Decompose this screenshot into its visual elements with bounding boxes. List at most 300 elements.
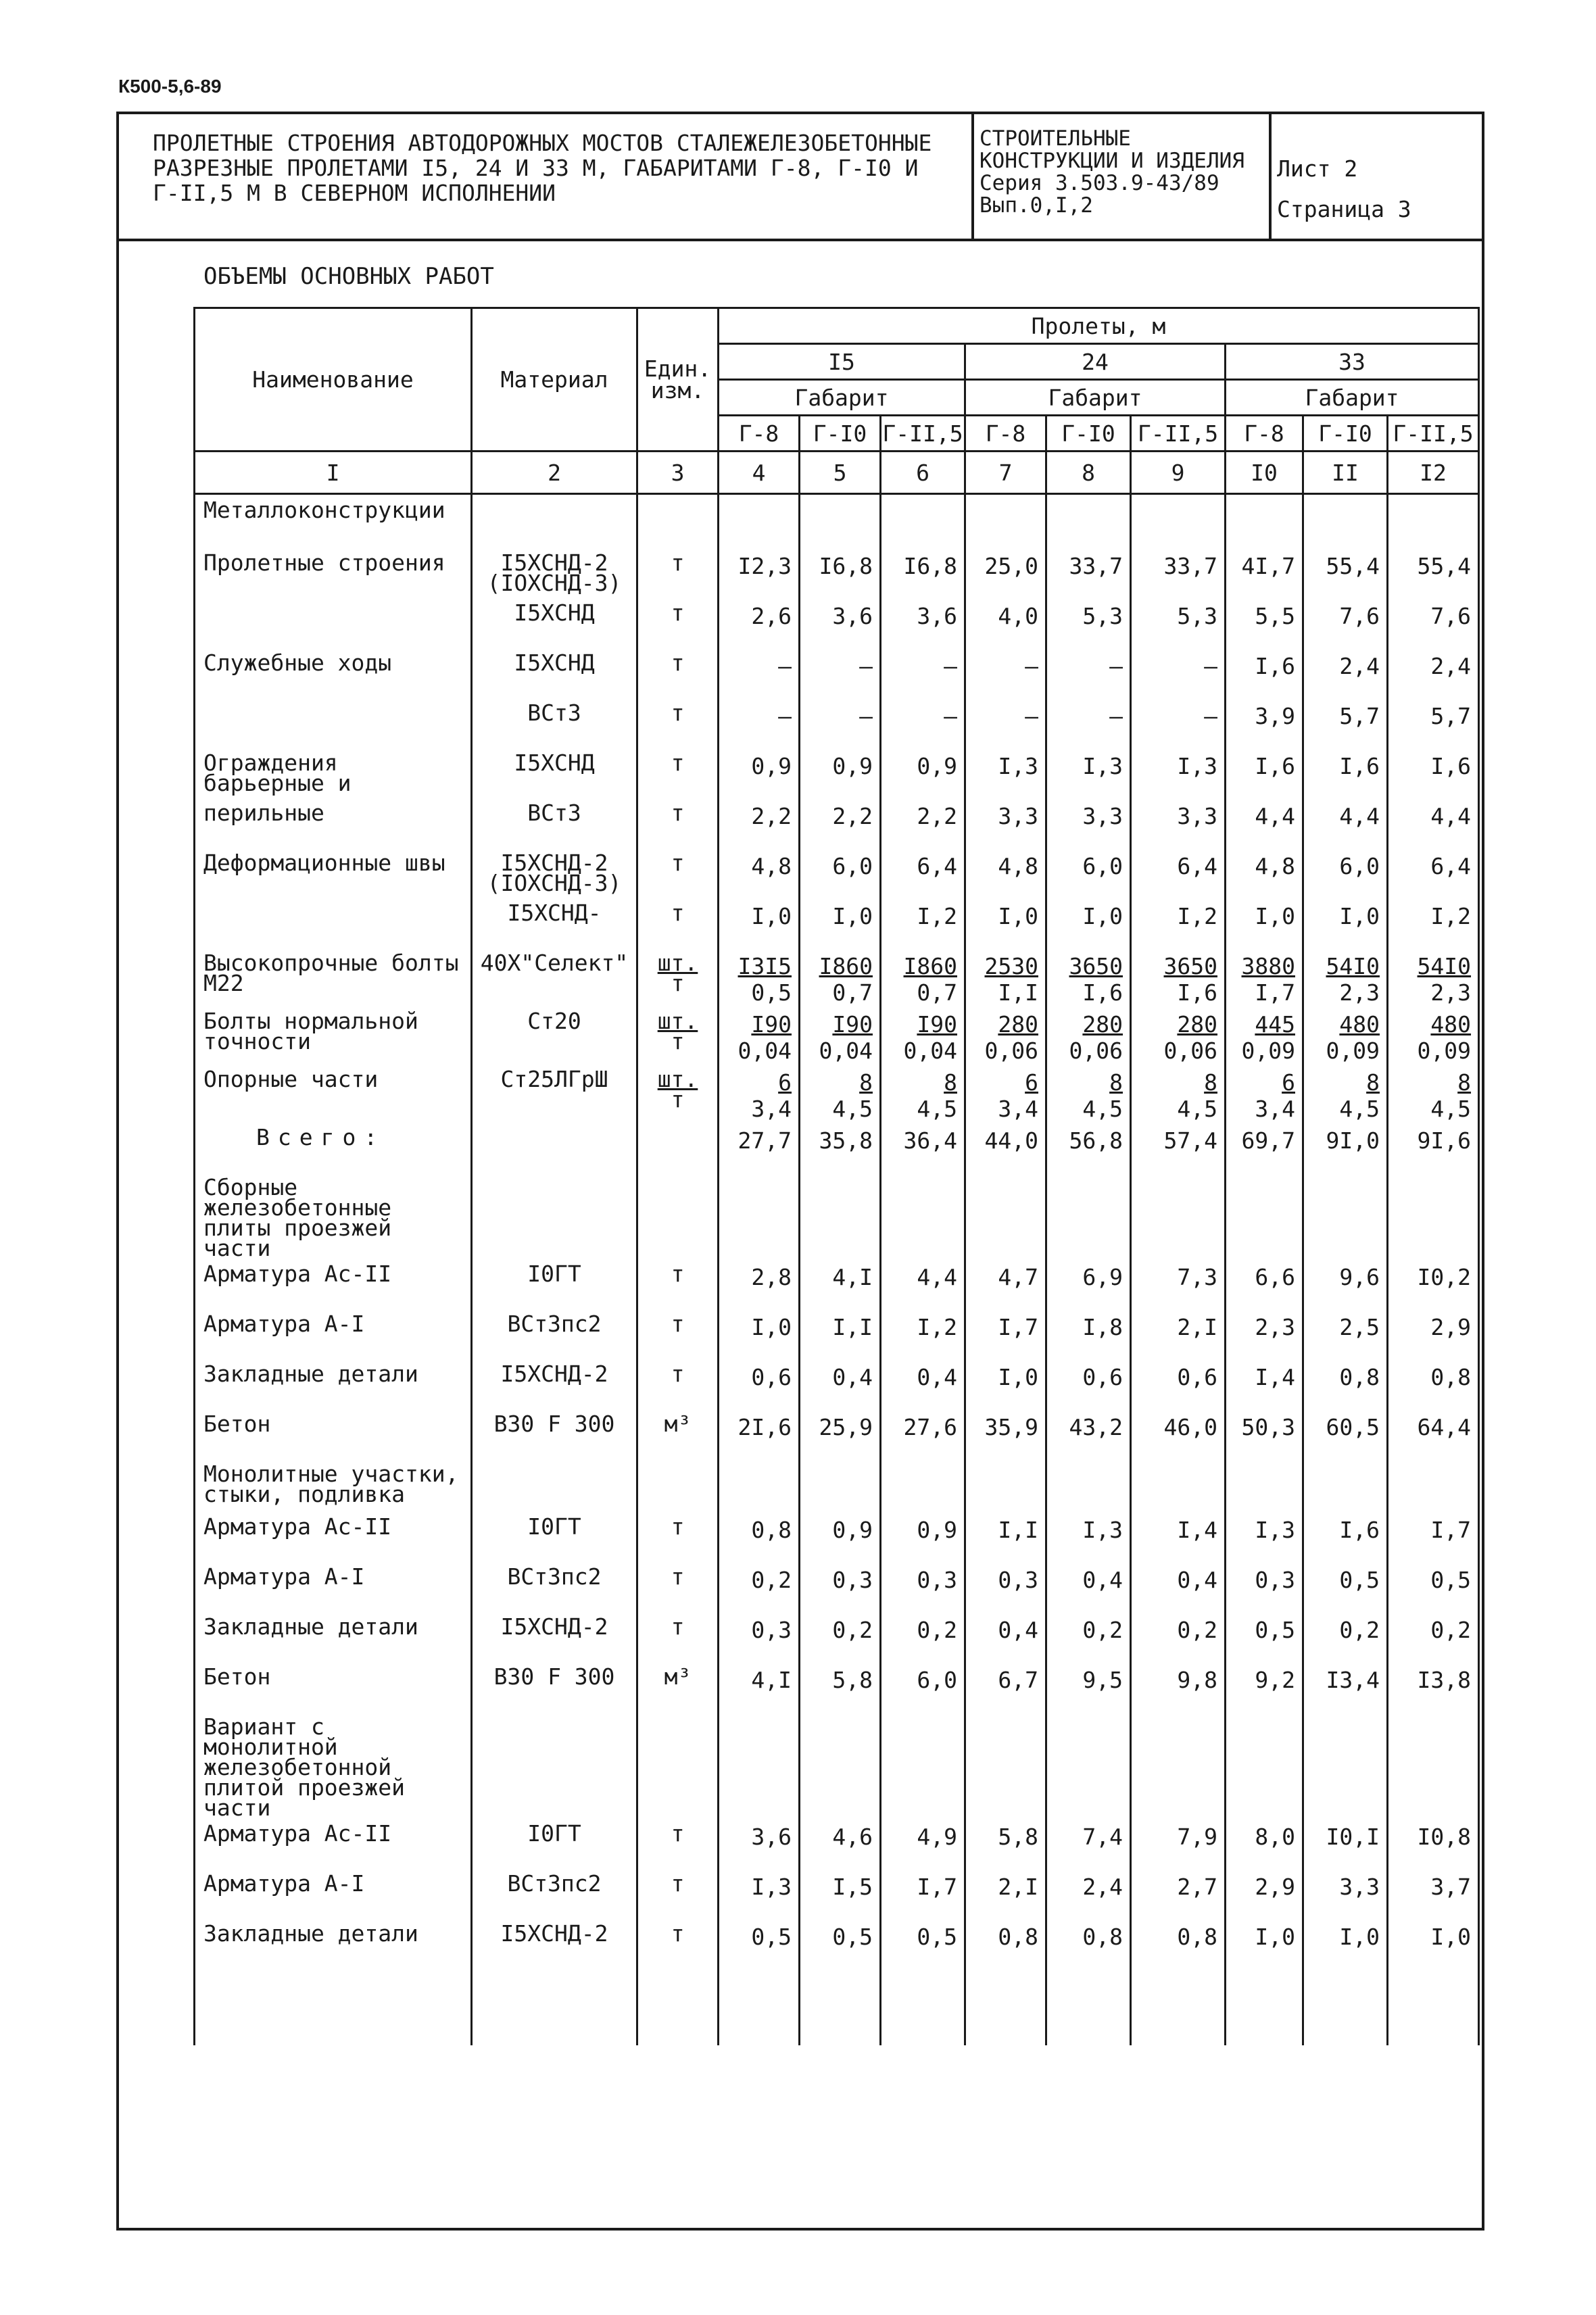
row-material: I0ГТ (472, 1818, 637, 1868)
row-material: I5ХСНД-2 (472, 1611, 637, 1661)
row-name: Ограждения барьерные и (195, 748, 472, 798)
row-value: 0,8 (965, 1918, 1046, 2045)
row-value: – (719, 698, 800, 748)
row-value (1131, 1459, 1226, 1511)
row-material: I5ХСНД (472, 648, 637, 698)
value-mass: 0,7 (917, 979, 957, 1006)
value-count: 3650 (1069, 953, 1123, 979)
value-count: I3I5 (737, 953, 792, 979)
row-value: – (1131, 648, 1226, 698)
row-value (1303, 1172, 1388, 1259)
total-value: 27,7 (719, 1122, 800, 1172)
row-value-fraction (1046, 1006, 1131, 1064)
table-row (195, 1511, 1479, 1561)
row-value: 9,2 (1226, 1661, 1303, 1711)
row-value: I,3 (1046, 748, 1131, 798)
row-material: I5ХСНД- (472, 898, 637, 948)
column-index: II (1303, 452, 1388, 494)
row-name: Арматура А-I (195, 1309, 472, 1359)
row-value: – (1131, 698, 1226, 748)
row-value: I,2 (881, 1309, 965, 1359)
total-value: 69,7 (1226, 1122, 1303, 1172)
row-value-fraction (1131, 948, 1226, 1006)
row-value: 5,8 (965, 1818, 1046, 1868)
row-value: 0,6 (719, 1359, 800, 1409)
row-value: 7,4 (1046, 1818, 1131, 1868)
unit-bottom: т (671, 970, 685, 996)
value-count: 54I0 (1417, 953, 1472, 979)
row-value-fraction (965, 1006, 1046, 1064)
row-value: 0,9 (881, 748, 965, 798)
row-name (195, 898, 472, 948)
row-value: 7,6 (1303, 598, 1388, 648)
row-value: 6,7 (965, 1661, 1046, 1711)
title-line: РАЗРЕЗНЫЕ ПРОЛЕТАМИ I5, 24 И 33 М, ГАБАРИТАМИ Г-8, Г-I0 И (153, 155, 919, 181)
value-mass: 0,06 (1163, 1038, 1217, 1064)
total-value: 57,4 (1131, 1122, 1226, 1172)
row-value (1226, 1172, 1303, 1259)
row-value: 0,4 (1046, 1561, 1131, 1611)
row-name: Высокопрочные болты М22 (195, 948, 472, 1006)
row-value: I0,I (1303, 1818, 1388, 1868)
row-material: I5ХСНД-2 (472, 1359, 637, 1409)
row-value-fraction (1388, 948, 1479, 1006)
row-value: – (719, 648, 800, 698)
series-line: КОНСТРУКЦИИ И ИЗДЕЛИЯ (980, 149, 1244, 173)
value-mass: 0,09 (1417, 1038, 1472, 1064)
value-count: 445 (1255, 1011, 1295, 1038)
column-index: 8 (1046, 452, 1131, 494)
row-value (719, 494, 800, 548)
row-name: перильные (195, 798, 472, 848)
row-name: Закладные детали (195, 1918, 472, 2045)
sheet-info (1272, 114, 1484, 239)
page-number: Страница 3 (1277, 196, 1411, 222)
row-value: 0,4 (965, 1611, 1046, 1661)
row-value: 3,9 (1226, 698, 1303, 748)
row-value: 4,6 (800, 1818, 881, 1868)
column-index-row (195, 452, 1479, 494)
row-name: Вариант с монолитной железобетонной плитой проезжей части (195, 1711, 472, 1818)
value-count: 6 (1025, 1069, 1038, 1096)
row-value: 0,5 (1388, 1561, 1479, 1611)
table-row (195, 748, 1479, 798)
row-value: 46,0 (1131, 1409, 1226, 1459)
row-value: – (965, 698, 1046, 748)
row-name: Закладные детали (195, 1359, 472, 1409)
value-count: 280 (1177, 1011, 1217, 1038)
table-row (195, 848, 1479, 898)
row-material: ВСт3пс2 (472, 1309, 637, 1359)
column-index: I2 (1388, 452, 1479, 494)
row-value: 2,I (965, 1868, 1046, 1918)
table-row (195, 1309, 1479, 1359)
row-value: 2,5 (1303, 1309, 1388, 1359)
row-value: 0,8 (1046, 1918, 1131, 2045)
row-name: Служебные ходы (195, 648, 472, 698)
row-value: 0,5 (719, 1918, 800, 2045)
row-unit (637, 1064, 719, 1122)
row-value: 6,6 (1226, 1259, 1303, 1309)
table-row (195, 1459, 1479, 1511)
title-line: ПРОЛЕТНЫЕ СТРОЕНИЯ АВТОДОРОЖНЫХ МОСТОВ СТАЛЕЖЕЛЕЗОБЕТОННЫЕ (153, 130, 932, 156)
row-value: 0,3 (1226, 1561, 1303, 1611)
table-row (195, 798, 1479, 848)
value-count: 6 (778, 1069, 792, 1096)
row-value (1046, 1172, 1131, 1259)
row-unit (637, 1711, 719, 1818)
row-value: 2,I (1131, 1309, 1226, 1359)
header-unit: Един. изм. (637, 308, 719, 452)
row-value: 9,8 (1131, 1661, 1226, 1711)
row-value (1388, 494, 1479, 548)
row-value: I3,8 (1388, 1661, 1479, 1711)
value-count: 480 (1430, 1011, 1472, 1038)
row-value (1303, 1459, 1388, 1511)
row-value: 3,3 (1046, 798, 1131, 848)
row-unit: м³ (637, 1409, 719, 1459)
row-material (472, 1122, 637, 1172)
row-value: I,0 (1388, 1918, 1479, 2045)
row-value: 0,3 (719, 1611, 800, 1661)
row-value (881, 1172, 965, 1259)
row-value-fraction (1131, 1064, 1226, 1122)
row-value: 6,4 (1388, 848, 1479, 898)
row-unit: т (637, 798, 719, 848)
value-count: 8 (1457, 1069, 1472, 1096)
row-value: 2,2 (881, 798, 965, 848)
row-value: 3,7 (1388, 1868, 1479, 1918)
value-count: I860 (903, 953, 957, 979)
row-value (1131, 1172, 1226, 1259)
value-mass: 0,04 (819, 1038, 873, 1064)
row-value: 27,6 (881, 1409, 965, 1459)
row-value: – (1046, 648, 1131, 698)
row-value-fraction (881, 1006, 965, 1064)
row-unit: т (637, 1818, 719, 1868)
row-value: 4,I (719, 1661, 800, 1711)
table-row (195, 1818, 1479, 1868)
value-mass: 4,5 (1082, 1096, 1123, 1122)
row-value: 3,3 (1131, 798, 1226, 848)
row-material (472, 1459, 637, 1511)
column-index: I (195, 452, 472, 494)
value-mass: I,I (998, 979, 1038, 1006)
row-value: 0,8 (1388, 1359, 1479, 1409)
table-row (195, 494, 1479, 548)
value-count: 480 (1339, 1011, 1380, 1038)
row-unit: т (637, 1868, 719, 1918)
series-info (974, 114, 1272, 239)
value-mass: 4,5 (832, 1096, 873, 1122)
value-count: 8 (1204, 1069, 1217, 1096)
row-value (881, 1459, 965, 1511)
value-mass: 0,09 (1241, 1038, 1295, 1064)
row-unit: т (637, 547, 719, 598)
row-value: I,0 (965, 1359, 1046, 1409)
row-value: I,6 (1303, 1511, 1388, 1561)
row-value (881, 1711, 965, 1818)
row-value: 2,9 (1388, 1309, 1479, 1359)
row-unit: т (637, 698, 719, 748)
table-row (195, 1172, 1479, 1259)
unit-bottom: т (671, 1028, 685, 1054)
row-material (472, 494, 637, 548)
row-value-fraction (1046, 948, 1131, 1006)
row-value (1388, 1711, 1479, 1818)
row-value: I,0 (719, 1309, 800, 1359)
value-count: 3880 (1241, 953, 1295, 979)
row-value: 2,4 (1388, 648, 1479, 698)
row-value: 7,3 (1131, 1259, 1226, 1309)
row-value-fraction (1226, 1064, 1303, 1122)
total-value: 9I,6 (1388, 1122, 1479, 1172)
total-value: 44,0 (965, 1122, 1046, 1172)
row-value-fraction (965, 948, 1046, 1006)
row-name (195, 698, 472, 748)
row-value: 2,3 (1226, 1309, 1303, 1359)
header-span: 33 (1226, 344, 1479, 380)
row-value: 3,6 (719, 1818, 800, 1868)
row-value: 0,5 (1303, 1561, 1388, 1611)
row-value: I6,8 (800, 547, 881, 598)
table-row-fraction (195, 1064, 1479, 1122)
row-material: Ст25ЛГрШ (472, 1064, 637, 1122)
row-value (800, 1172, 881, 1259)
row-value-fraction (1388, 1006, 1479, 1064)
value-count: 8 (859, 1069, 873, 1096)
row-value: 2,4 (1303, 648, 1388, 698)
value-mass: 0,09 (1326, 1038, 1380, 1064)
row-value: 0,4 (800, 1359, 881, 1409)
value-mass: I,6 (1082, 979, 1123, 1006)
row-value-fraction (719, 1064, 800, 1122)
row-value: I,I (800, 1309, 881, 1359)
row-value: – (800, 648, 881, 698)
row-value: 0,3 (800, 1561, 881, 1611)
total-label: Всего: (195, 1122, 472, 1172)
header-gabarit-value: Г-I0 (1303, 416, 1388, 452)
row-value: 3,6 (800, 598, 881, 648)
value-mass: 4,5 (1177, 1096, 1217, 1122)
row-value: 3,3 (965, 798, 1046, 848)
row-value-fraction (1226, 948, 1303, 1006)
column-index: 9 (1131, 452, 1226, 494)
row-value (1303, 1711, 1388, 1818)
row-value: 5,3 (1046, 598, 1131, 648)
row-unit: т (637, 1918, 719, 2045)
row-value: 0,9 (800, 1511, 881, 1561)
row-value: I,6 (1226, 748, 1303, 798)
value-mass: I,7 (1255, 979, 1295, 1006)
row-value: I,3 (965, 748, 1046, 798)
column-index: 3 (637, 452, 719, 494)
row-name: Сборные железобетонные плиты проезжей части (195, 1172, 472, 1259)
total-value: 56,8 (1046, 1122, 1131, 1172)
row-material (472, 1711, 637, 1818)
row-value: I,2 (1388, 898, 1479, 948)
row-value: I,0 (1303, 1918, 1388, 2045)
row-value: 6,0 (1046, 848, 1131, 898)
row-value: I,4 (1131, 1511, 1226, 1561)
row-value: I,7 (881, 1868, 965, 1918)
unit-top: шт. (657, 1066, 698, 1092)
row-value: I,2 (1131, 898, 1226, 948)
row-name: Болты нормальной точности (195, 1006, 472, 1064)
row-value-fraction (719, 1006, 800, 1064)
row-value (965, 1711, 1046, 1818)
row-value: I,5 (800, 1868, 881, 1918)
value-mass: 2,3 (1430, 979, 1472, 1006)
row-value: I,7 (1388, 1511, 1479, 1561)
series-line: СТРОИТЕЛЬНЫЕ (980, 126, 1131, 151)
table-row (195, 1259, 1479, 1309)
table-row (195, 1868, 1479, 1918)
row-unit: т (637, 1511, 719, 1561)
value-mass: 3,4 (751, 1096, 792, 1122)
row-value: 0,2 (1046, 1611, 1131, 1661)
row-unit: м³ (637, 1661, 719, 1711)
row-value: I,6 (1388, 748, 1479, 798)
row-value: 5,3 (1131, 598, 1226, 648)
row-value: I6,8 (881, 547, 965, 598)
row-value: I,3 (1046, 1511, 1131, 1561)
column-index: 6 (881, 452, 965, 494)
row-value-fraction (800, 948, 881, 1006)
row-name: Опорные части (195, 1064, 472, 1122)
row-unit: т (637, 1309, 719, 1359)
value-mass: 0,7 (832, 979, 873, 1006)
row-value: 0,9 (881, 1511, 965, 1561)
header-gabarit-value: Г-I0 (1046, 416, 1131, 452)
value-mass: 2,3 (1339, 979, 1380, 1006)
row-value: I,0 (1303, 898, 1388, 948)
row-value: I0,2 (1388, 1259, 1479, 1309)
header-gabarit-value: Г-8 (719, 416, 800, 452)
sheet-number: Лист 2 (1277, 155, 1358, 182)
row-value: 0,5 (881, 1918, 965, 2045)
row-unit: т (637, 1561, 719, 1611)
row-name (195, 598, 472, 648)
row-material: В30 F 300 (472, 1409, 637, 1459)
row-value: 6,0 (1303, 848, 1388, 898)
row-material: ВСт3пс2 (472, 1868, 637, 1918)
header-material: Материал (472, 308, 637, 452)
column-index: 4 (719, 452, 800, 494)
unit-top: шт. (657, 950, 698, 976)
row-value: 43,2 (1046, 1409, 1131, 1459)
row-material: I0ГТ (472, 1259, 637, 1309)
value-count: 8 (944, 1069, 957, 1096)
row-value (965, 1172, 1046, 1259)
row-material: I5ХСНД-2 (IOXCHД-3) (472, 547, 637, 598)
header-gabarit: Габарит (719, 380, 965, 416)
row-value: 0,6 (1046, 1359, 1131, 1409)
row-value: 7,9 (1131, 1818, 1226, 1868)
value-mass: I,6 (1177, 979, 1217, 1006)
row-value: 0,6 (1131, 1359, 1226, 1409)
series-line: Вып.0,I,2 (980, 193, 1093, 218)
row-value-fraction (1226, 1006, 1303, 1064)
row-value: 3,6 (881, 598, 965, 648)
row-value: I,7 (965, 1309, 1046, 1359)
row-value: I,8 (1046, 1309, 1131, 1359)
table-row (195, 1561, 1479, 1611)
header-gabarit-value: Г-8 (965, 416, 1046, 452)
value-count: 2530 (984, 953, 1038, 979)
row-unit (637, 1122, 719, 1172)
row-material: ВСт3 (472, 798, 637, 848)
row-name: Монолитные участки, стыки, подливка (195, 1459, 472, 1511)
value-mass: 0,5 (751, 979, 792, 1006)
table-body (195, 452, 1479, 2046)
row-value: I,4 (1226, 1359, 1303, 1409)
row-material: I0ГТ (472, 1511, 637, 1561)
row-name: Пролетные строения (195, 547, 472, 598)
value-count: 6 (1282, 1069, 1295, 1096)
works-volume-table-wrap (193, 307, 1478, 2045)
row-unit (637, 1459, 719, 1511)
row-name: Арматура Ас-II (195, 1511, 472, 1561)
row-material: I5ХСНД (472, 598, 637, 648)
row-value: 55,4 (1388, 547, 1479, 598)
row-value (1046, 1459, 1131, 1511)
value-count: 54I0 (1326, 953, 1380, 979)
row-value: 8,0 (1226, 1818, 1303, 1868)
row-value: 5,7 (1388, 698, 1479, 748)
row-value: I0,8 (1388, 1818, 1479, 1868)
row-value (1046, 494, 1131, 548)
table-row (195, 598, 1479, 648)
table-row-fraction (195, 1006, 1479, 1064)
header-gabarit-value: Г-II,5 (881, 416, 965, 452)
value-mass: 0,06 (984, 1038, 1038, 1064)
row-value: 3,3 (1303, 1868, 1388, 1918)
value-mass: 0,04 (903, 1038, 957, 1064)
row-name: Металлоконструкции (195, 494, 472, 548)
row-value: 2,2 (800, 798, 881, 848)
row-value: – (800, 698, 881, 748)
header-gabarit-value: Г-I0 (800, 416, 881, 452)
row-value: 50,3 (1226, 1409, 1303, 1459)
row-value-fraction (881, 948, 965, 1006)
header-span: 24 (965, 344, 1226, 380)
row-value-fraction (1303, 948, 1388, 1006)
row-value: I,0 (1226, 898, 1303, 948)
row-value: 2I,6 (719, 1409, 800, 1459)
row-value: 0,8 (1131, 1918, 1226, 2045)
row-unit: т (637, 848, 719, 898)
row-value (965, 1459, 1046, 1511)
row-material: В30 F 300 (472, 1661, 637, 1711)
row-value: 33,7 (1046, 547, 1131, 598)
row-unit: т (637, 1359, 719, 1409)
row-value: 35,9 (965, 1409, 1046, 1459)
row-value: 2,8 (719, 1259, 800, 1309)
row-value: I3,4 (1303, 1661, 1388, 1711)
row-value: 0,5 (1226, 1611, 1303, 1661)
row-value-fraction (1131, 1006, 1226, 1064)
row-material: 40Х"Селект" (472, 948, 637, 1006)
row-value: 5,5 (1226, 598, 1303, 648)
row-value (800, 1711, 881, 1818)
row-value (800, 494, 881, 548)
row-value: 0,2 (1303, 1611, 1388, 1661)
row-value: 2,6 (719, 598, 800, 648)
table-row (195, 1409, 1479, 1459)
document-code: К500-5,6-89 (118, 76, 222, 97)
row-value-fraction (800, 1064, 881, 1122)
